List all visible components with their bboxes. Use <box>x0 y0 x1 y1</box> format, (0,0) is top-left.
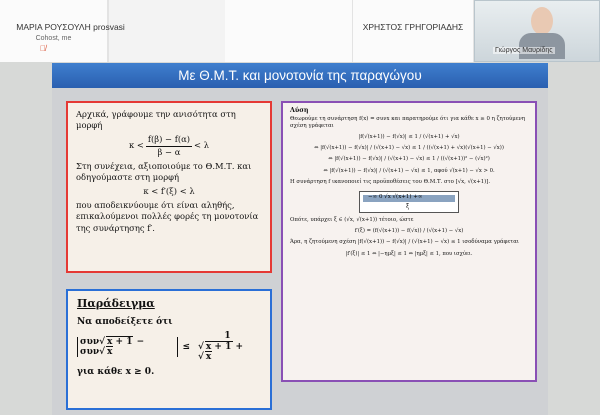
active-speaker-video[interactable] <box>474 0 600 62</box>
fraction-denominator: β − α <box>157 146 181 157</box>
speaker-head <box>531 7 553 35</box>
speaker-body <box>519 33 565 59</box>
rhs-numerator: 1 <box>224 331 231 341</box>
solution-intro: Θεωρούμε τη συνάρτηση f(x) = συνx και παρατηρούμε ότι για κάθε x ≥ 0 η ζητούμενη σχέση γράφεται <box>290 115 526 129</box>
absolute-value: συν√ x + 1 − συν√ x <box>77 337 178 357</box>
sign-labels: −∞ 0 √x √(x+1) +∞ <box>368 193 423 200</box>
solution-eq-4: ⇔ |f(√(x+1)) − f(√x)| / (√(x+1) − √x) ≤ 1, αφού √(x+1) − √x > 0. <box>323 167 495 174</box>
rhs-denominator: √ x + 1 + √ x <box>198 342 244 362</box>
rhs-fraction <box>196 331 259 362</box>
participant-tile-2[interactable] <box>93 0 353 62</box>
radicand: x + 1 <box>205 342 232 352</box>
participant-name: ΧΡΗΣΤΟΣ ΓΡΗΓΟΡΙΑΔΗΣ <box>362 22 464 32</box>
solution-eq-3: ⇔ |f(√(x+1)) − f(√x)| / (√(x+1) − √x) ≤ 1 / ((√(x+1))² − (√x)²) <box>328 156 490 163</box>
solution-therefore: Οπότε, υπάρχει ξ ∈ (√x, √(x+1)) τέτοιο, ώστε <box>290 216 414 223</box>
radicand: x + 1 <box>107 336 133 347</box>
solution-eq-2: ⇔ |f(√(x+1)) − f(√x)| / (√(x+1) − √x) ≤ 1 / ((√(x+1) + √x)(√(x+1) − √x)) <box>314 145 504 152</box>
participant-tile-3[interactable] <box>353 0 474 62</box>
participant-strip <box>0 0 600 62</box>
method-panel <box>66 101 272 273</box>
cos-term: συν <box>80 336 100 347</box>
method-text-1: Αρχικά, γράφουμε την ανισότητα στη μορφή <box>76 109 236 131</box>
solution-mvt: Η συνάρτηση f ικανοποιεί τις προϋποθέσεις του Θ.Μ.Τ. στο [√x, √(x+1)]. <box>290 178 491 185</box>
method-text-3: που αποδεικνύουμε ότι είναι αληθής, επικαλούμενοι πολλές φορές τη μονοτονία της συνάρτησης f′. <box>76 200 259 233</box>
participant-name: ΜΑΡΙΑ ΡΟΥΣΟΥΛΗ <box>16 22 91 32</box>
solution-title: Λύση <box>290 107 309 114</box>
method-text-2: Στη συνέχεια, αξιοποιούμε το Θ.Μ.Τ. και οδηγούμαστε στη μορφή <box>76 160 252 182</box>
plus-sign: + <box>232 342 244 352</box>
cos-term: − συν <box>80 336 145 357</box>
solution-panel <box>281 101 537 382</box>
formula-1 <box>76 134 262 157</box>
speaker-name: Γιώργος Μαυρίδης <box>495 47 553 54</box>
formula-left: κ < <box>128 140 144 151</box>
example-question: Να αποδείξετε ότι <box>77 317 173 327</box>
shared-slide <box>52 63 548 415</box>
sign-table <box>359 191 459 213</box>
xi-label: ξ <box>406 202 410 210</box>
solution-eq-5: f′(ξ) = (f(√(x+1)) − f(√x)) / (√(x+1) − √x) <box>354 228 464 235</box>
example-heading: Παράδειγμα <box>77 297 155 310</box>
example-inequality <box>77 331 261 362</box>
fraction-numerator: f(β) − f(α) <box>146 134 192 146</box>
solution-eq-7: |f′(ξ)| ≤ 1 ⇔ |−ημξ| ≤ 1 ⇔ |ημξ| ≤ 1, που ισχύει. <box>345 250 473 257</box>
solution-eq-6: Άρα, η ζητούμενη σχέση |f(√(x+1)) − f(√x)| / (√(x+1) − √x) ≤ 1 ισοδύναμα γράφεται <box>290 239 519 246</box>
formula-right: < λ <box>194 140 210 151</box>
fraction <box>146 134 192 157</box>
participant-role: Cohost, me <box>35 35 72 42</box>
example-footer: για κάθε x ≥ 0. <box>77 367 155 377</box>
solution-eq-1: |f(√(x+1)) − f(√x)| ≤ 1 / (√(x+1) + √x) <box>358 134 460 141</box>
formula-2: κ < f′(ξ) < λ <box>143 186 195 197</box>
participant-name: prosvasi <box>93 22 125 32</box>
slide-title: Με Θ.Μ.Τ. και μονοτονία της παραγώγου <box>52 63 548 88</box>
example-panel <box>66 289 272 410</box>
microphone-muted-icon: 🎙̸ <box>40 44 46 53</box>
radicand: x <box>205 352 212 362</box>
radicand: x <box>107 346 113 357</box>
le-sign: ≤ <box>182 341 190 352</box>
